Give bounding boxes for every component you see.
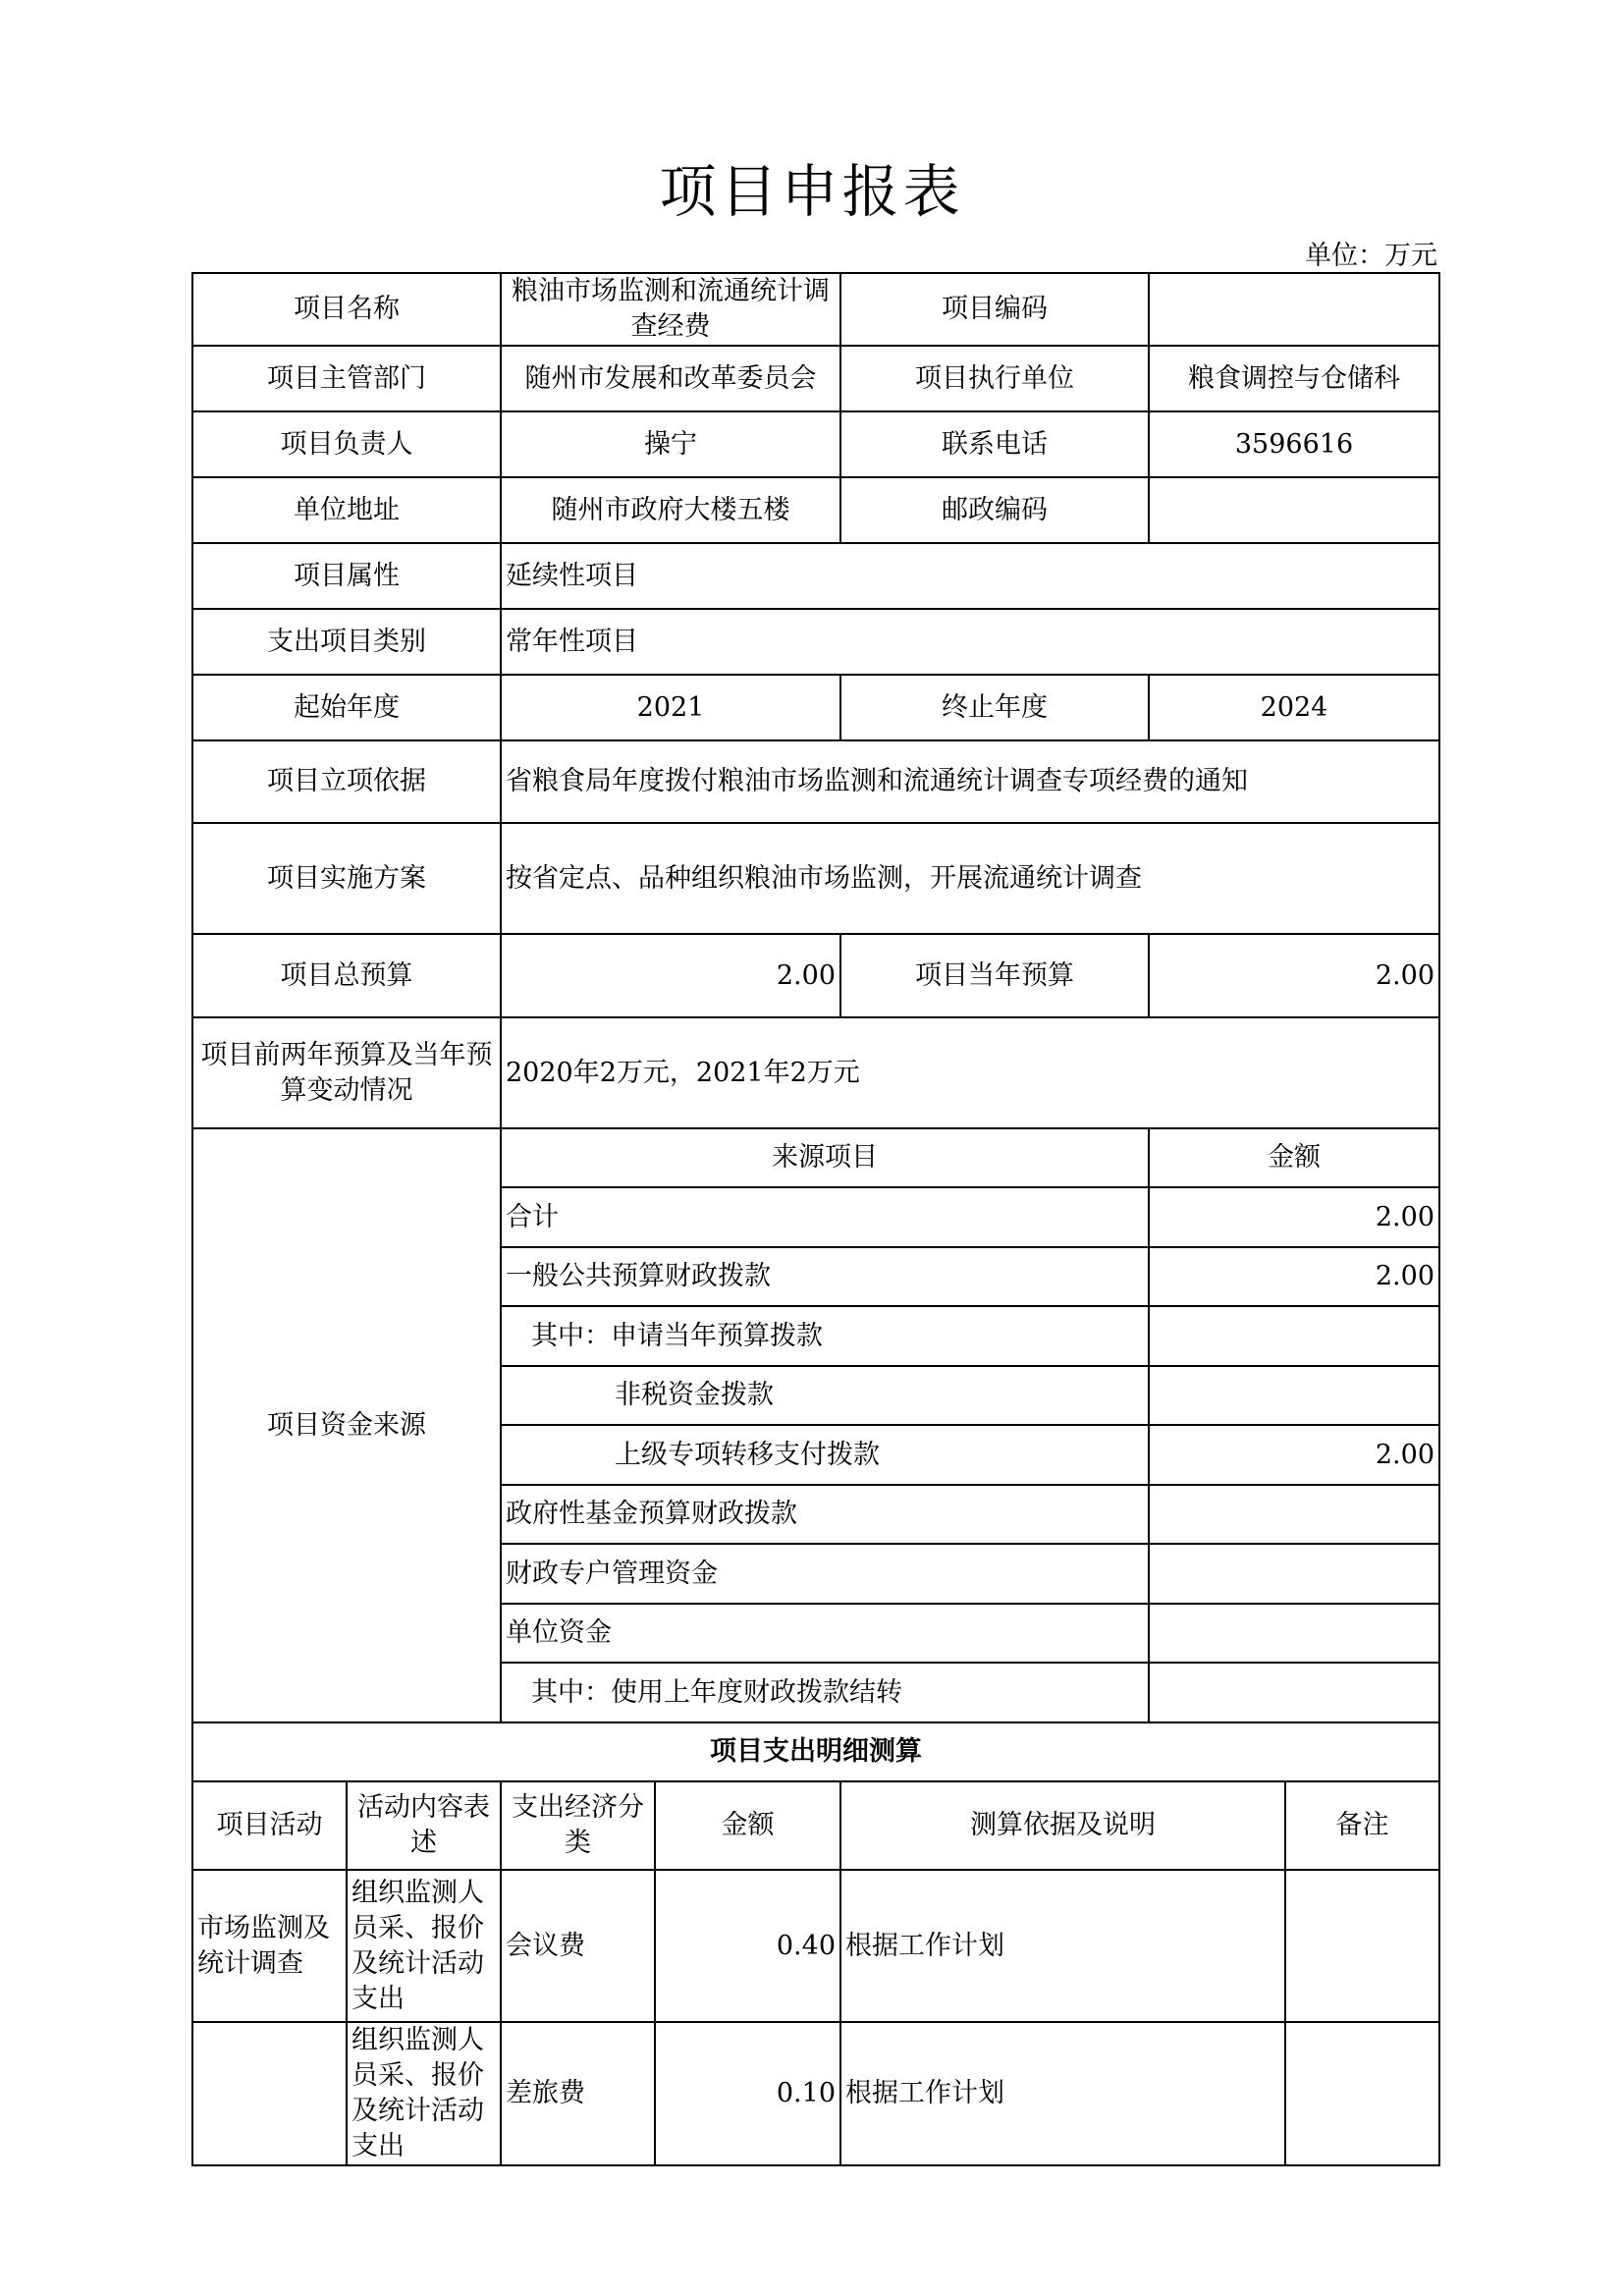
detail-content: 组织监测人员采、报价及统计活动支出 xyxy=(347,2022,501,2165)
code-value xyxy=(1149,273,1439,346)
name-value: 粮油市场监测和流通统计调查经费 xyxy=(501,273,840,346)
detail-header-note: 备注 xyxy=(1285,1781,1439,1870)
row-address xyxy=(192,477,1439,543)
exec-value: 粮食调控与仓储科 xyxy=(1149,346,1439,411)
plan-label: 项目实施方案 xyxy=(192,823,501,934)
funding-amount: 2.00 xyxy=(1149,1247,1439,1306)
funding-source: 单位资金 xyxy=(501,1604,1149,1663)
row-years xyxy=(192,675,1439,740)
owner-label: 项目负责人 xyxy=(192,411,501,477)
detail-econ: 差旅费 xyxy=(501,2022,655,2165)
funding-amount xyxy=(1149,1604,1439,1663)
detail-activity: 市场监测及统计调查 xyxy=(192,1870,347,2022)
funding-source: 上级专项转移支付拨款 xyxy=(501,1425,1149,1485)
addr-value: 随州市政府大楼五楼 xyxy=(501,477,840,543)
row-category xyxy=(192,609,1439,675)
prev-label: 项目前两年预算及当年预算变动情况 xyxy=(192,1017,501,1128)
row-basis xyxy=(192,740,1439,823)
detail-econ: 会议费 xyxy=(501,1870,655,2022)
funding-source: 财政专户管理资金 xyxy=(501,1544,1149,1604)
end-label: 终止年度 xyxy=(840,675,1149,740)
funding-amount xyxy=(1149,1544,1439,1604)
total-value: 2.00 xyxy=(501,934,840,1017)
detail-basis: 根据工作计划 xyxy=(840,1870,1285,2022)
funding-label: 项目资金来源 xyxy=(192,1128,501,1722)
detail-header-content: 活动内容表述 xyxy=(347,1781,501,1870)
detail-activity xyxy=(192,2022,347,2165)
detail-note xyxy=(1285,1870,1439,2022)
detail-row xyxy=(192,2022,1439,2165)
start-value: 2021 xyxy=(501,675,840,740)
cat-value: 常年性项目 xyxy=(501,609,1439,675)
funding-amount xyxy=(1149,1366,1439,1425)
row-plan xyxy=(192,823,1439,934)
name-label: 项目名称 xyxy=(192,273,501,346)
plan-value: 按省定点、品种组织粮油市场监测，开展流通统计调查 xyxy=(501,823,1439,934)
phone-label: 联系电话 xyxy=(840,411,1149,477)
funding-col-source: 来源项目 xyxy=(501,1128,1149,1187)
row-owner xyxy=(192,411,1439,477)
detail-header-amount: 金额 xyxy=(655,1781,840,1870)
funding-header-row xyxy=(192,1128,1439,1187)
detail-header-activity: 项目活动 xyxy=(192,1781,347,1870)
code-label: 项目编码 xyxy=(840,273,1149,346)
total-label: 项目总预算 xyxy=(192,934,501,1017)
detail-content: 组织监测人员采、报价及统计活动支出 xyxy=(347,1870,501,2022)
addr-label: 单位地址 xyxy=(192,477,501,543)
funding-amount: 2.00 xyxy=(1149,1187,1439,1247)
exec-label: 项目执行单位 xyxy=(840,346,1149,411)
basis-label: 项目立项依据 xyxy=(192,740,501,823)
funding-source: 政府性基金预算财政拨款 xyxy=(501,1485,1149,1544)
detail-section-row xyxy=(192,1722,1439,1781)
dept-value: 随州市发展和改革委员会 xyxy=(501,346,840,411)
year-label: 项目当年预算 xyxy=(840,934,1149,1017)
row-attribute xyxy=(192,543,1439,609)
row-prev xyxy=(192,1017,1439,1128)
funding-source: 其中：使用上年度财政拨款结转 xyxy=(501,1663,1149,1722)
funding-amount xyxy=(1149,1663,1439,1722)
detail-row xyxy=(192,1870,1439,2022)
unit-label: 单位：万元 xyxy=(1305,241,1437,271)
attr-label: 项目属性 xyxy=(192,543,501,609)
year-value: 2.00 xyxy=(1149,934,1439,1017)
end-value: 2024 xyxy=(1149,675,1439,740)
funding-source: 合计 xyxy=(501,1187,1149,1247)
detail-note xyxy=(1285,2022,1439,2165)
detail-basis: 根据工作计划 xyxy=(840,2022,1285,2165)
detail-header-row xyxy=(192,1781,1439,1870)
funding-amount: 2.00 xyxy=(1149,1425,1439,1485)
prev-value: 2020年2万元，2021年2万元 xyxy=(501,1017,1439,1128)
dept-label: 项目主管部门 xyxy=(192,346,501,411)
attr-value: 延续性项目 xyxy=(501,543,1439,609)
funding-amount xyxy=(1149,1306,1439,1366)
funding-col-amount: 金额 xyxy=(1149,1128,1439,1187)
detail-amount: 0.10 xyxy=(655,2022,840,2165)
detail-header-basis: 测算依据及说明 xyxy=(840,1781,1285,1870)
cat-label: 支出项目类别 xyxy=(192,609,501,675)
project-application-table xyxy=(191,272,1440,2166)
funding-source: 其中：申请当年预算拨款 xyxy=(501,1306,1149,1366)
owner-value: 操宁 xyxy=(501,411,840,477)
row-project-name xyxy=(192,273,1439,346)
page-title: 项目申报表 xyxy=(659,158,964,225)
post-label: 邮政编码 xyxy=(840,477,1149,543)
detail-amount: 0.40 xyxy=(655,1870,840,2022)
phone-value: 3596616 xyxy=(1149,411,1439,477)
post-value xyxy=(1149,477,1439,543)
row-budget xyxy=(192,934,1439,1017)
funding-amount xyxy=(1149,1485,1439,1544)
row-dept xyxy=(192,346,1439,411)
detail-header-econ: 支出经济分类 xyxy=(501,1781,655,1870)
start-label: 起始年度 xyxy=(192,675,501,740)
funding-source: 一般公共预算财政拨款 xyxy=(501,1247,1149,1306)
basis-value: 省粮食局年度拨付粮油市场监测和流通统计调查专项经费的通知 xyxy=(501,740,1439,823)
funding-source: 非税资金拨款 xyxy=(501,1366,1149,1425)
detail-section-title: 项目支出明细测算 xyxy=(192,1722,1439,1781)
